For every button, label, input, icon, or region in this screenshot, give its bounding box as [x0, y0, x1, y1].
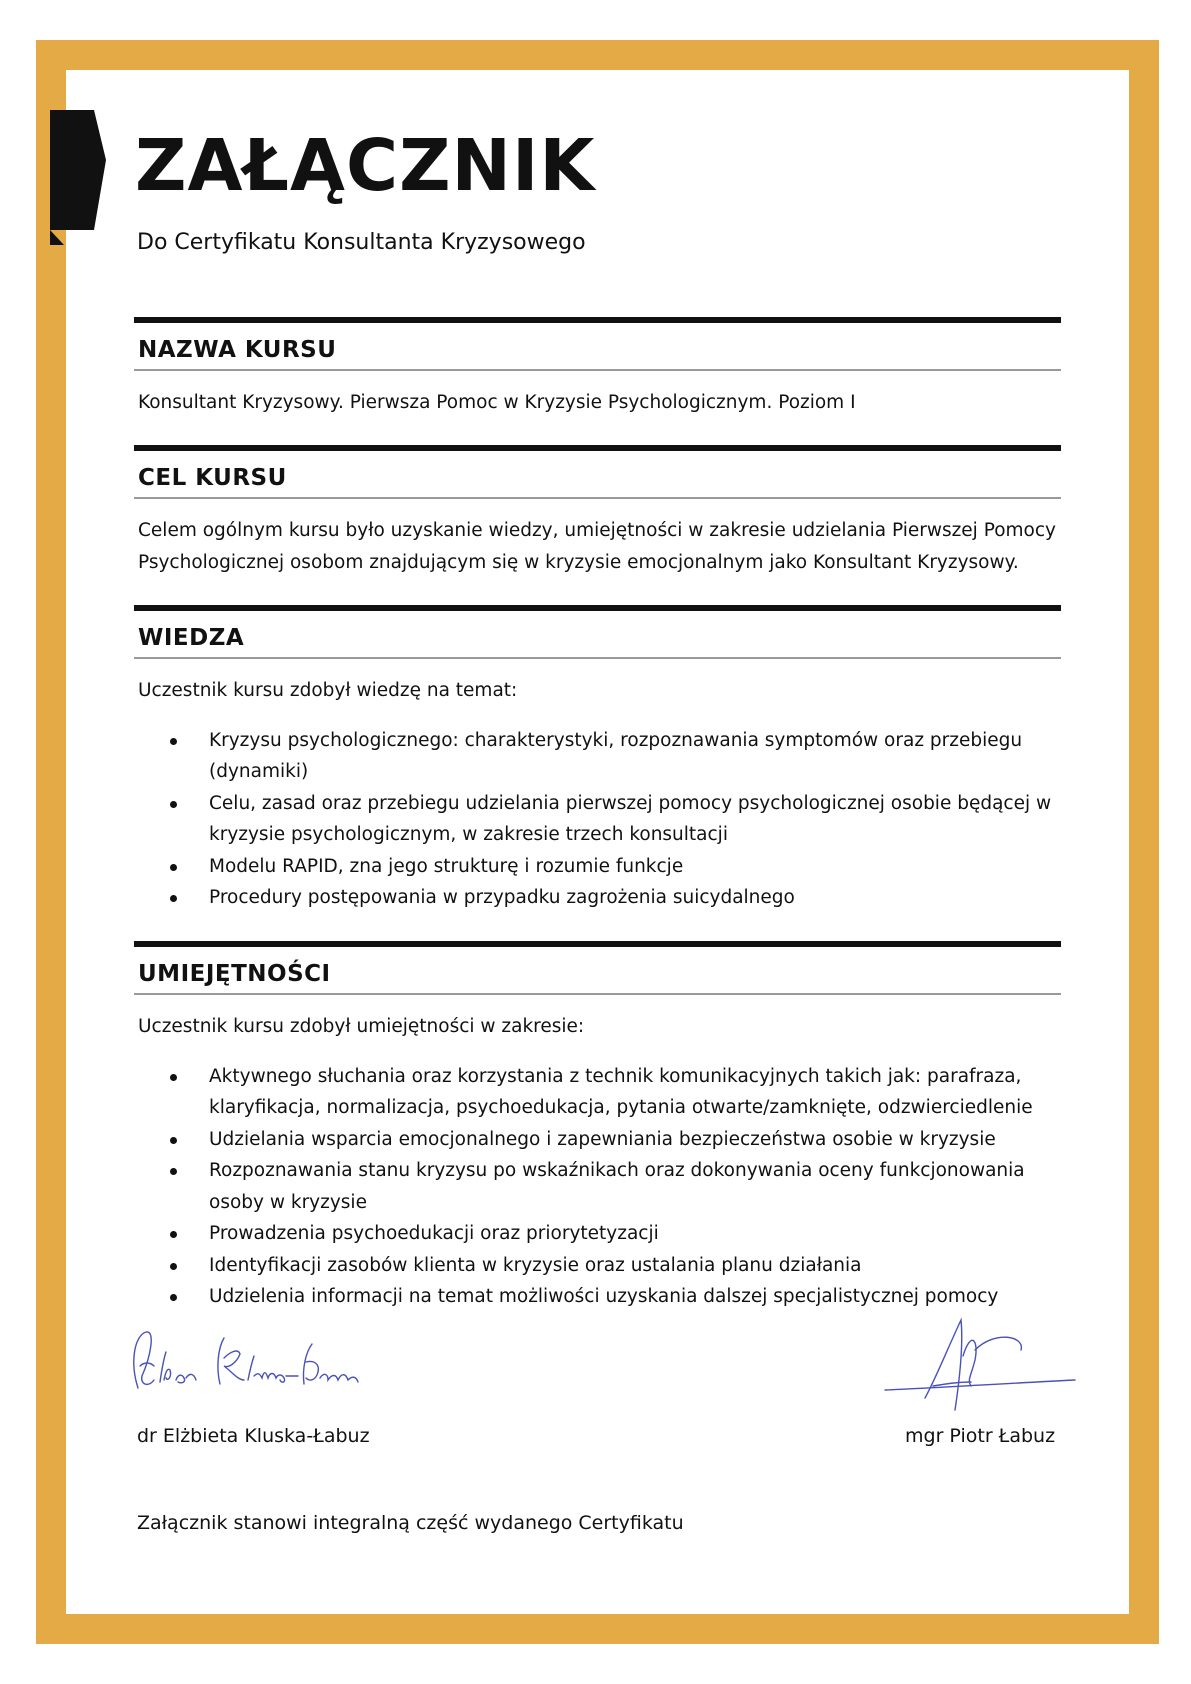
knowledge-list: [134, 725, 1061, 914]
skills-list: [134, 1061, 1061, 1313]
signature-left-handwriting: [120, 1318, 380, 1408]
section-divider: [134, 369, 1061, 371]
list-item-text: Procedury postępowania w przypadku zagrożenia suicydalnego: [209, 887, 795, 908]
page-subtitle: Do Certyfikatu Konsultanta Kryzysowego: [137, 230, 586, 255]
page-title: ZAŁĄCZNIK: [135, 124, 596, 207]
bullet-icon: [170, 864, 177, 871]
section-heading: WIEDZA: [138, 625, 245, 651]
section-skills: [134, 941, 1061, 1313]
bullet-icon: [170, 1074, 177, 1081]
list-item: [134, 1124, 1061, 1156]
section-course-name: [134, 317, 1061, 419]
list-item-text: Celu, zasad oraz przebiegu udzielania pierwszej pomocy psychologicznej osobie będącej w kryzysie psychologicznym, w zakresie trzech konsultacji: [209, 792, 1052, 845]
section-knowledge: [134, 605, 1061, 914]
bullet-icon: [170, 1294, 177, 1301]
list-item-text: Udzielenia informacji na temat możliwości uzyskania dalszej specjalistycznej pomocy: [209, 1286, 999, 1307]
bullet-icon: [170, 895, 177, 902]
list-item: [134, 882, 1061, 914]
section-goal: [134, 445, 1061, 578]
list-item: [134, 1155, 1061, 1218]
list-item-text: Modelu RAPID, zna jego strukturę i rozumie funkcje: [209, 855, 684, 877]
list-item-text: Rozpoznawania stanu kryzysu po wskaźnikach oraz dokonywania oceny funkcjonowania osoby w kryzysie: [209, 1160, 1025, 1213]
course-name-text: Konsultant Kryzysowy. Pierwsza Pomoc w Kryzysie Psychologicznym. Poziom I: [138, 392, 856, 413]
list-item: [134, 788, 1061, 851]
bullet-icon: [170, 1231, 177, 1238]
list-item: [134, 1250, 1061, 1282]
list-item-text: Kryzysu psychologicznego: charakterystyki, rozpoznawania symptomów oraz przebiegu (dynamiki): [209, 729, 1023, 782]
skills-intro: Uczestnik kursu zdobył umiejętności w zakresie:: [138, 1016, 585, 1037]
list-item-text: Aktywnego słuchania oraz korzystania z technik komunikacyjnych takich jak: parafraza, klaryfikacja, normalizacja, psychoedukacja, pytania otwarte/zamknięte, odzwierciedlenie: [209, 1065, 1033, 1118]
signature-right-handwriting: [875, 1300, 1085, 1420]
section-heading: NAZWA KURSU: [138, 337, 337, 363]
list-item: [134, 1061, 1061, 1124]
bullet-icon: [170, 738, 177, 745]
list-item-text: Prowadzenia psychoedukacji oraz priorytetyzacji: [209, 1223, 659, 1244]
list-item: [134, 1218, 1061, 1250]
signatory-right-name: mgr Piotr Łabuz: [905, 1425, 1056, 1447]
knowledge-intro: Uczestnik kursu zdobył wiedzę na temat:: [138, 680, 518, 701]
header-tab-marker: [50, 110, 106, 245]
goal-text: Celem ogólnym kursu było uzyskanie wiedzy, umiejętności w zakresie udzielania Pierwszej Pomocy Psychologicznej osobom znajdującym się w kryzysie emocjonalnym jako Konsultant Kryzysowy.: [138, 520, 1056, 573]
section-heading: CEL KURSU: [138, 465, 287, 491]
footer-note: Załącznik stanowi integralną część wydanego Certyfikatu: [137, 1512, 684, 1534]
bullet-icon: [170, 1137, 177, 1144]
section-divider: [134, 993, 1061, 995]
list-item-text: Udzielania wsparcia emocjonalnego i zapewniania bezpieczeństwa osobie w kryzysie: [209, 1128, 996, 1150]
list-item: [134, 851, 1061, 883]
list-item-text: Identyfikacji zasobów klienta w kryzysie oraz ustalania planu działania: [209, 1254, 862, 1276]
bullet-icon: [170, 1263, 177, 1270]
signatory-left-name: dr Elżbieta Kluska-Łabuz: [137, 1425, 370, 1447]
list-item: [134, 725, 1061, 788]
section-divider: [134, 657, 1061, 659]
bullet-icon: [170, 801, 177, 808]
section-heading: UMIEJĘTNOŚCI: [138, 961, 331, 987]
bullet-icon: [170, 1168, 177, 1175]
section-divider: [134, 497, 1061, 499]
